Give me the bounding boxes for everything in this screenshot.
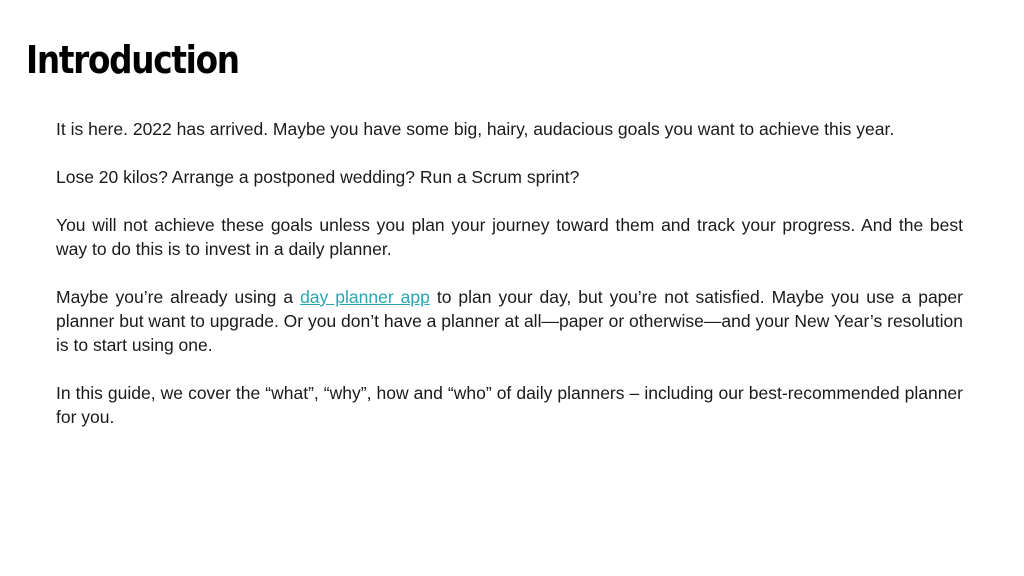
paragraph-intro: It is here. 2022 has arrived. Maybe you have some big, hairy, audacious goals you want to achieve this year. (56, 119, 895, 139)
page-title: Introduction (26, 38, 239, 82)
paragraph-guide: In this guide, we cover the “what”, “why”, how and “who” of daily planners – including our best-recommended planner for you. (56, 383, 963, 427)
paragraph-goals: Lose 20 kilos? Arrange a postponed wedding? Run a Scrum sprint? (56, 167, 580, 187)
paragraph-planner-app-rest: to plan your day, but you’re not satisfied. Maybe you use a paper planner but want to upgrade. Or you don’t have a planner at all—paper or otherwise—and your New Year’s resolution is to start using one. (56, 287, 963, 355)
paragraph-planner-app-lead: Maybe you’re already using a (56, 287, 301, 307)
slide-body (56, 117, 963, 453)
paragraph-planner-app (56, 285, 963, 357)
paragraph-planning: You will not achieve these goals unless you plan your journey toward them and track your progress. And the best way to do this is to invest in a daily planner. (56, 215, 963, 259)
day-planner-app-link[interactable]: day planner app (300, 287, 430, 307)
